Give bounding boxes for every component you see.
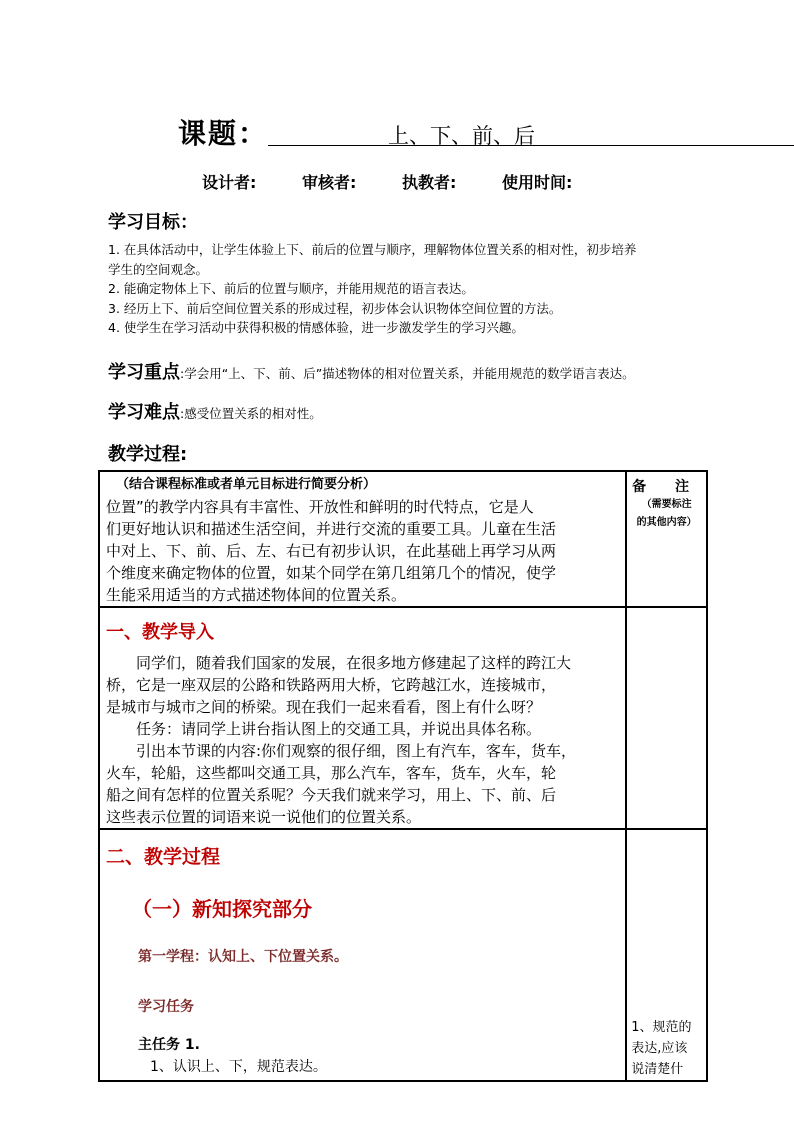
- analysis-line: 中对上、下、前、后、左、右已有初步认识，在此基础上再学习从两: [106, 542, 557, 560]
- remark-head: 备 注: [632, 479, 702, 495]
- designer-label: 设计者:: [202, 173, 257, 192]
- goal-item: 2. 能确定物体上下、前后的位置与顺序，并能用规范的语言表达。: [108, 281, 474, 296]
- reviewer-label: 审核者:: [301, 173, 357, 192]
- intro-title: 一、教学导入: [106, 622, 214, 643]
- intro-line: 任务：请同学上讲台指认图上的交通工具，并说出具体名称。: [136, 720, 542, 738]
- intro-line: 是城市与城市之间的桥梁。现在我们一起来看看，图上有什么呀？: [106, 698, 542, 716]
- intro-line: 火车，轮船，这些都叫交通工具，那么汽车，客车，货车，火车，轮: [106, 764, 557, 782]
- intro-line: 桥，它是一座双层的公路和铁路两用大桥，它跨越江水，连接城市，: [106, 676, 557, 694]
- title-label: 课题：: [178, 117, 269, 150]
- analysis-row: [99, 471, 707, 607]
- task-title: 学习任务: [138, 999, 194, 1015]
- meta-row: [202, 170, 612, 193]
- goal-item: 3. 经历上下、前后空间位置关系的形成过程，初步体会认识物体空间位置的方法。: [108, 300, 562, 316]
- intro-line: 引出本节课的内容:你们观察的很仔细，图上有汽车，客车，货车，: [136, 742, 577, 760]
- intro-line: 这些表示位置的词语来说一说他们的位置关系。: [106, 808, 422, 826]
- sub-title: （一）新知探究部分: [132, 897, 312, 921]
- goal-item: 4. 使学生在学习活动中获得积极的情感体验，进一步激发学生的学习兴趣。: [108, 320, 524, 335]
- main-task: 主任务 1.: [138, 1037, 200, 1053]
- title-row: [178, 112, 678, 152]
- title-value: 上、下、前、后: [388, 124, 535, 148]
- process-row: [99, 829, 707, 1081]
- goals-list: [108, 240, 708, 338]
- goals-heading: 学习目标：: [108, 212, 198, 233]
- remark-note-line: 说清楚什: [631, 1062, 684, 1077]
- teacher-label: 执教者:: [401, 173, 457, 192]
- remark-note-line: 1、规范的: [631, 1020, 692, 1035]
- analysis-title: （结合课程标准或者单元目标进行简要分析）: [116, 477, 377, 492]
- analysis-line: 位置”的教学内容具有丰富性、开放性和鲜明的时代特点，它是人: [106, 498, 534, 516]
- step-title: 第一学程：认知上、下位置关系。: [138, 949, 348, 965]
- process-cell: [99, 829, 626, 1081]
- intro-line: 船之间有怎样的位置关系呢？今天我们就来学习，用上、下、前、后: [106, 786, 557, 804]
- analysis-line: 个维度来确定物体的位置，如某个同学在第几组第几个的情况，使学: [106, 564, 557, 582]
- remark-sub: 的其他内容）: [636, 517, 697, 528]
- intro-cell: [99, 607, 626, 829]
- main-task-line: 1、认识上、下，规范表达。: [150, 1059, 327, 1075]
- goal-item: 学生的空间观念。: [108, 261, 209, 277]
- remark-cell: [626, 471, 707, 607]
- date-label: 使用时间:: [501, 173, 573, 192]
- difficulty: [108, 398, 322, 424]
- difficulty-label: 学习难点: [108, 402, 180, 423]
- key-point-text: :学会用“上、下、前、后”描述物体的相对位置关系，并能用规范的数学语言表达。: [180, 366, 635, 381]
- analysis-line: 生能采用适当的方式描述物体间的位置关系。: [106, 586, 407, 604]
- remark-note: [627, 1011, 706, 1080]
- intro-line: 同学们，随着我们国家的发展，在很多地方修建起了这样的跨江大: [136, 654, 572, 672]
- goal-item: 1. 在具体活动中，让学生体验上下、前后的位置与顺序，理解物体位置关系的相对性，初步培养: [108, 242, 637, 257]
- intro-remark-cell: [626, 607, 707, 829]
- analysis-line: 们更好地认识和描述生活空间，并进行交流的重要工具。儿童在生活: [106, 520, 557, 538]
- lesson-table: [98, 470, 708, 1082]
- analysis-cell: [99, 471, 626, 607]
- intro-row: [99, 607, 707, 829]
- process-title: 二、教学过程: [106, 846, 221, 868]
- process-heading: 教学过程:: [108, 444, 188, 465]
- key-point: [108, 358, 635, 384]
- key-point-label: 学习重点: [108, 362, 180, 383]
- remark-sub: （需要标注: [641, 499, 692, 510]
- remark-note-line: 表达,应该: [631, 1041, 688, 1056]
- difficulty-text: :感受位置关系的相对性。: [180, 406, 322, 421]
- process-remark-cell: [626, 829, 707, 1081]
